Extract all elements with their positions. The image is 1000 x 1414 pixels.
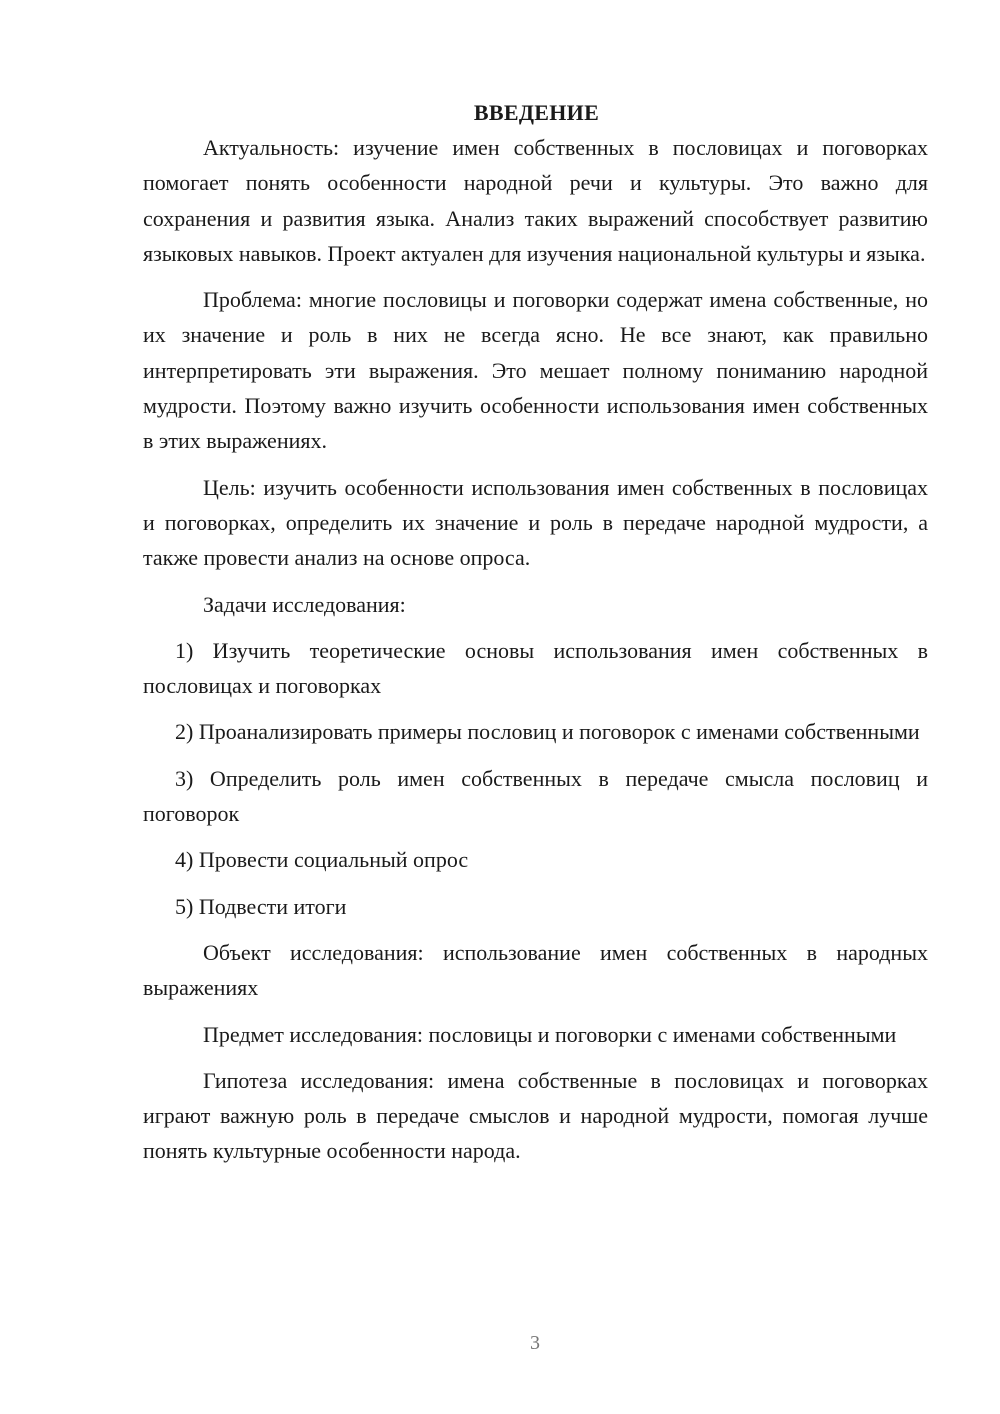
task-item: 4) Провести социальный опрос [175,847,469,873]
task-item: 3) Определить роль имен собственных в передаче смысла пословиц и поговорок [143,765,928,827]
task-item: 2) Проанализировать примеры пословиц и поговорок с именами собственными [175,719,920,745]
task-item: 5) Подвести итоги [175,893,347,919]
goal-paragraph: Цель: изучить особенности использования имен собственных в пословицах и поговорках, определить их значение и роль в передаче народной мудрости, а также провести анализ на основе опроса. [143,474,928,571]
subject-paragraph: Предмет исследования: пословицы и поговорки с именами собственными [203,1021,897,1047]
page-number: 3 [530,1332,540,1354]
task-item: 1) Изучить теоретические основы использования имен собственных в пословицах и поговорках [143,637,928,699]
hypothesis-paragraph: Гипотеза исследования: имена собственные в пословицах и поговорках играют важную роль в передаче смыслов и народной мудрости, помогая лучше понять культурные особенности народа. [143,1067,928,1164]
section-title: ВВЕДЕНИЕ [473,100,600,125]
page-content [143,95,928,1169]
object-paragraph: Объект исследования: использование имен собственных в народных выражениях [143,939,928,1001]
tasks-heading: Задачи исследования: [203,591,406,617]
relevance-paragraph: Актуальность: изучение имен собственных в пословицах и поговорках помогает понять особенности народной речи и культуры. Это важно для сохранения и развития языка. Анализ таких выражений способствует развитию языковых навыков. Проект актуален для изучения национальной культуры и языка. [143,135,928,266]
problem-paragraph: Проблема: многие пословицы и поговорки содержат имена собственные, но их значение и роль в них не всегда ясно. Не все знают, как правильно интерпретировать эти выражения. Это мешает полному пониманию народной мудрости. Поэтому важно изучить особенности использования имен собственных в этих выражениях. [143,287,928,454]
